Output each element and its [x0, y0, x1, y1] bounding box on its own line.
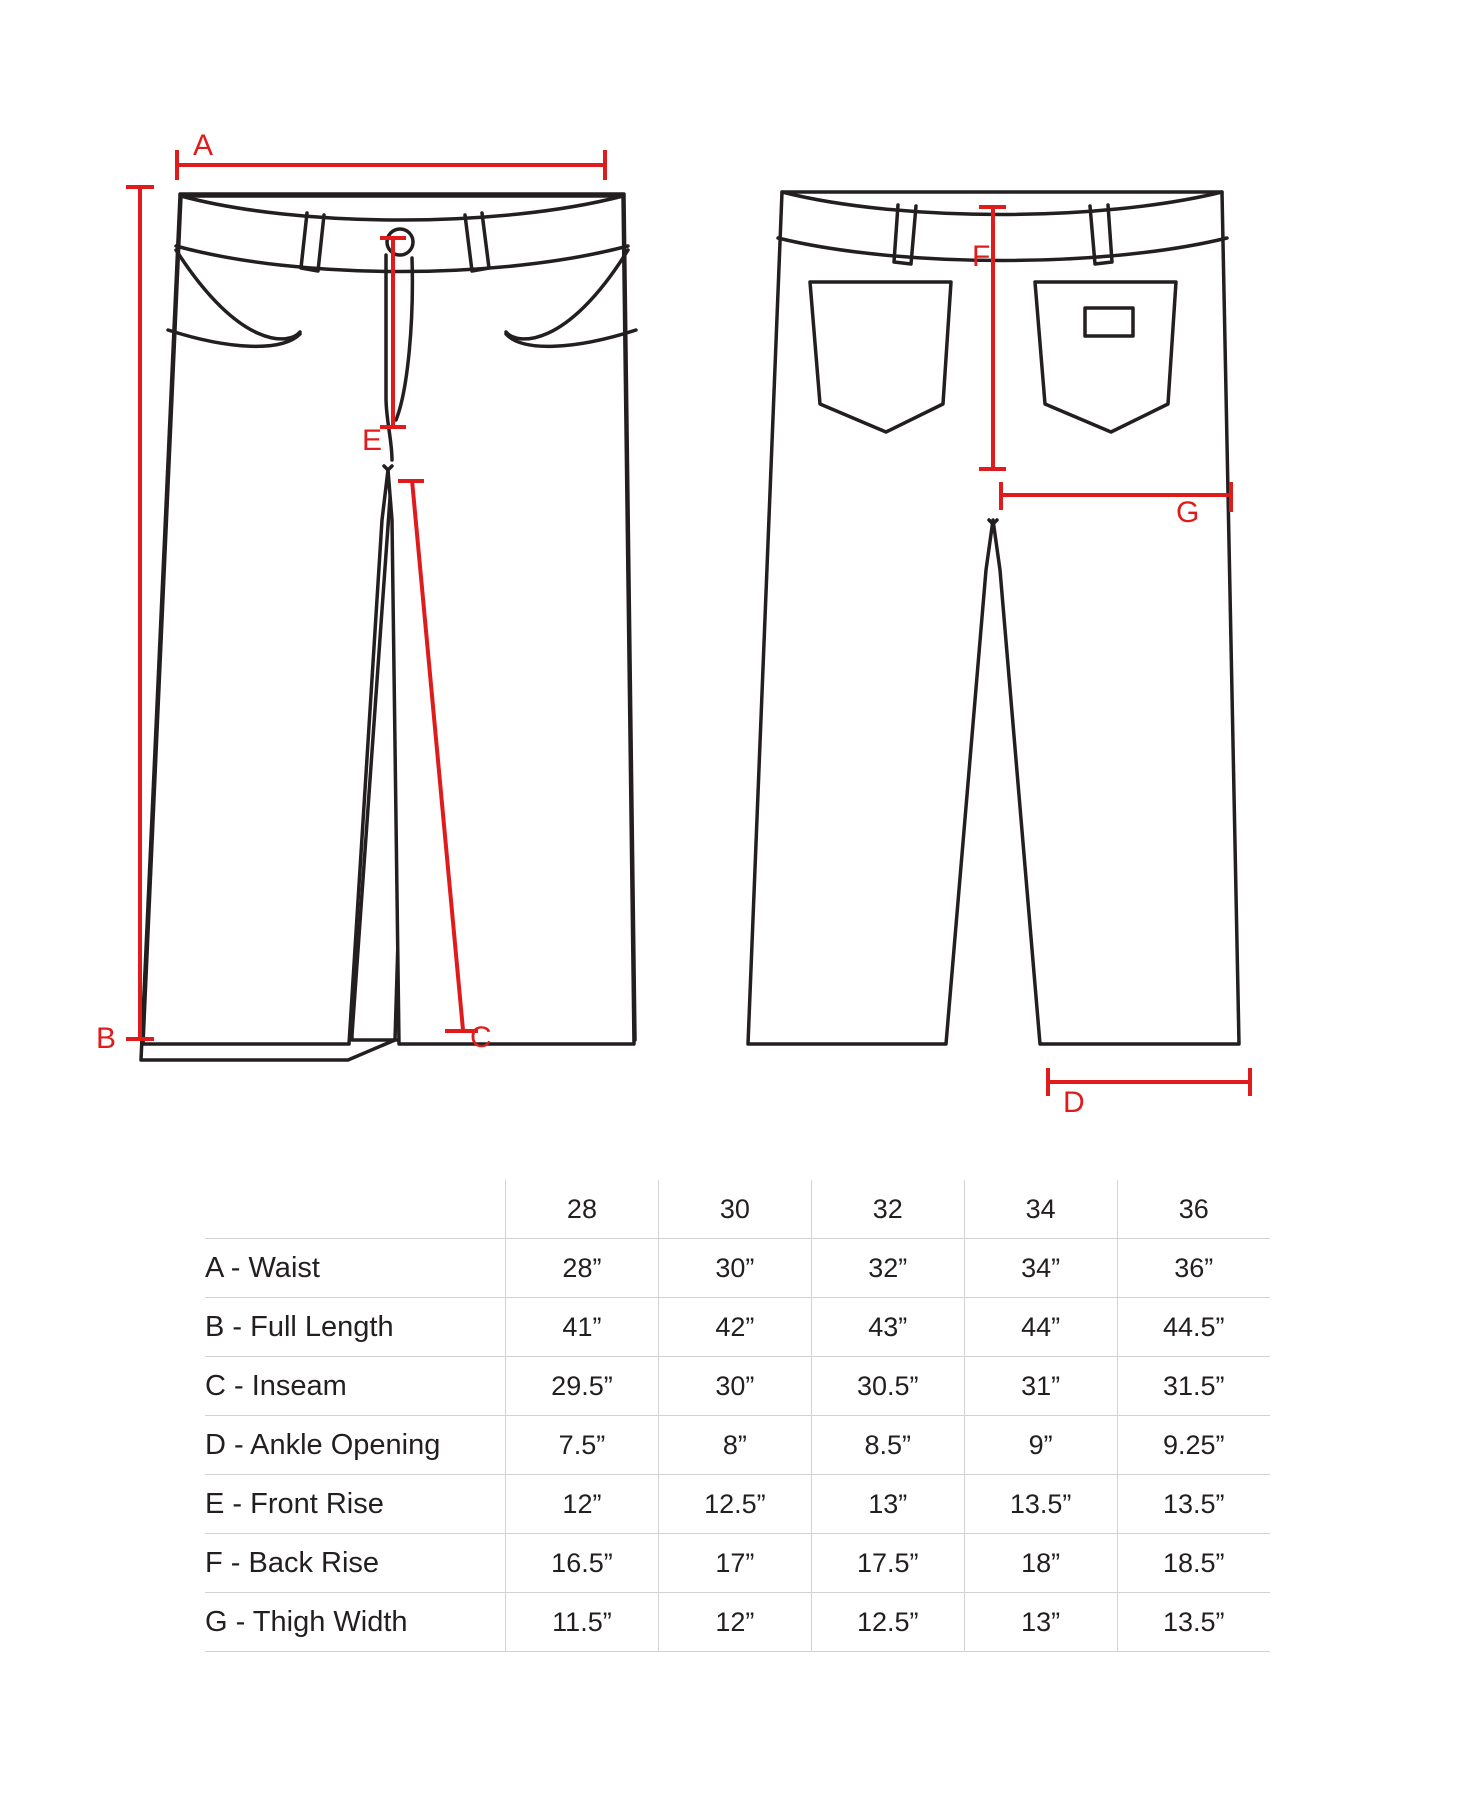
- row-label-front-rise: E - Front Rise: [205, 1475, 506, 1534]
- row-label-inseam: C - Inseam: [205, 1357, 506, 1416]
- cell-waist-32: 32”: [811, 1239, 964, 1298]
- size-header-32: 32: [811, 1180, 964, 1239]
- cell-thigh-width-34: 13”: [964, 1593, 1117, 1652]
- cell-waist-36: 36”: [1117, 1239, 1270, 1298]
- cell-thigh-width-28: 11.5”: [506, 1593, 659, 1652]
- table-row: [205, 1534, 1270, 1593]
- cell-full-length-32: 43”: [811, 1298, 964, 1357]
- table-row: [205, 1239, 1270, 1298]
- cell-back-rise-30: 17”: [658, 1534, 811, 1593]
- label-b: B: [96, 1022, 117, 1055]
- cell-back-rise-34: 18”: [964, 1534, 1117, 1593]
- row-label-thigh-width: G - Thigh Width: [205, 1593, 506, 1652]
- table-row: [205, 1298, 1270, 1357]
- label-e: E: [362, 424, 383, 457]
- cell-back-rise-36: 18.5”: [1117, 1534, 1270, 1593]
- cell-back-rise-28: 16.5”: [506, 1534, 659, 1593]
- cell-inseam-36: 31.5”: [1117, 1357, 1270, 1416]
- table-header-row: [205, 1180, 1270, 1239]
- cell-front-rise-36: 13.5”: [1117, 1475, 1270, 1534]
- cell-thigh-width-32: 12.5”: [811, 1593, 964, 1652]
- row-label-full-length: B - Full Length: [205, 1298, 506, 1357]
- size-table-wrapper: [205, 1180, 1270, 1652]
- row-label-waist: A - Waist: [205, 1239, 506, 1298]
- table-row: [205, 1475, 1270, 1534]
- size-table: [205, 1180, 1270, 1652]
- cell-ankle-opening-34: 9”: [964, 1416, 1117, 1475]
- cell-back-rise-32: 17.5”: [811, 1534, 964, 1593]
- label-a: A: [193, 129, 214, 162]
- size-header-36: 36: [1117, 1180, 1270, 1239]
- label-f: F: [972, 240, 991, 273]
- front-view-outline: [143, 196, 634, 1044]
- table-row: [205, 1593, 1270, 1652]
- label-g: G: [1176, 496, 1200, 529]
- table-row: [205, 1416, 1270, 1475]
- cell-inseam-28: 29.5”: [506, 1357, 659, 1416]
- cell-full-length-36: 44.5”: [1117, 1298, 1270, 1357]
- row-label-ankle-opening: D - Ankle Opening: [205, 1416, 506, 1475]
- row-label-back-rise: F - Back Rise: [205, 1534, 506, 1593]
- cell-inseam-32: 30.5”: [811, 1357, 964, 1416]
- label-d: D: [1063, 1086, 1085, 1119]
- cell-inseam-30: 30”: [658, 1357, 811, 1416]
- cell-full-length-34: 44”: [964, 1298, 1117, 1357]
- size-header-30: 30: [658, 1180, 811, 1239]
- label-c: C: [470, 1021, 492, 1054]
- table-corner-cell: [205, 1180, 506, 1239]
- cell-ankle-opening-32: 8.5”: [811, 1416, 964, 1475]
- size-header-34: 34: [964, 1180, 1117, 1239]
- cell-front-rise-34: 13.5”: [964, 1475, 1117, 1534]
- cell-inseam-34: 31”: [964, 1357, 1117, 1416]
- cell-ankle-opening-36: 9.25”: [1117, 1416, 1270, 1475]
- cell-front-rise-32: 13”: [811, 1475, 964, 1534]
- table-row: [205, 1357, 1270, 1416]
- cell-thigh-width-36: 13.5”: [1117, 1593, 1270, 1652]
- cell-thigh-width-30: 12”: [658, 1593, 811, 1652]
- cell-front-rise-28: 12”: [506, 1475, 659, 1534]
- size-header-28: 28: [506, 1180, 659, 1239]
- cell-waist-30: 30”: [658, 1239, 811, 1298]
- cell-front-rise-30: 12.5”: [658, 1475, 811, 1534]
- cell-waist-28: 28”: [506, 1239, 659, 1298]
- cell-ankle-opening-30: 8”: [658, 1416, 811, 1475]
- cell-ankle-opening-28: 7.5”: [506, 1416, 659, 1475]
- cell-waist-34: 34”: [964, 1239, 1117, 1298]
- cell-full-length-30: 42”: [658, 1298, 811, 1357]
- cell-full-length-28: 41”: [506, 1298, 659, 1357]
